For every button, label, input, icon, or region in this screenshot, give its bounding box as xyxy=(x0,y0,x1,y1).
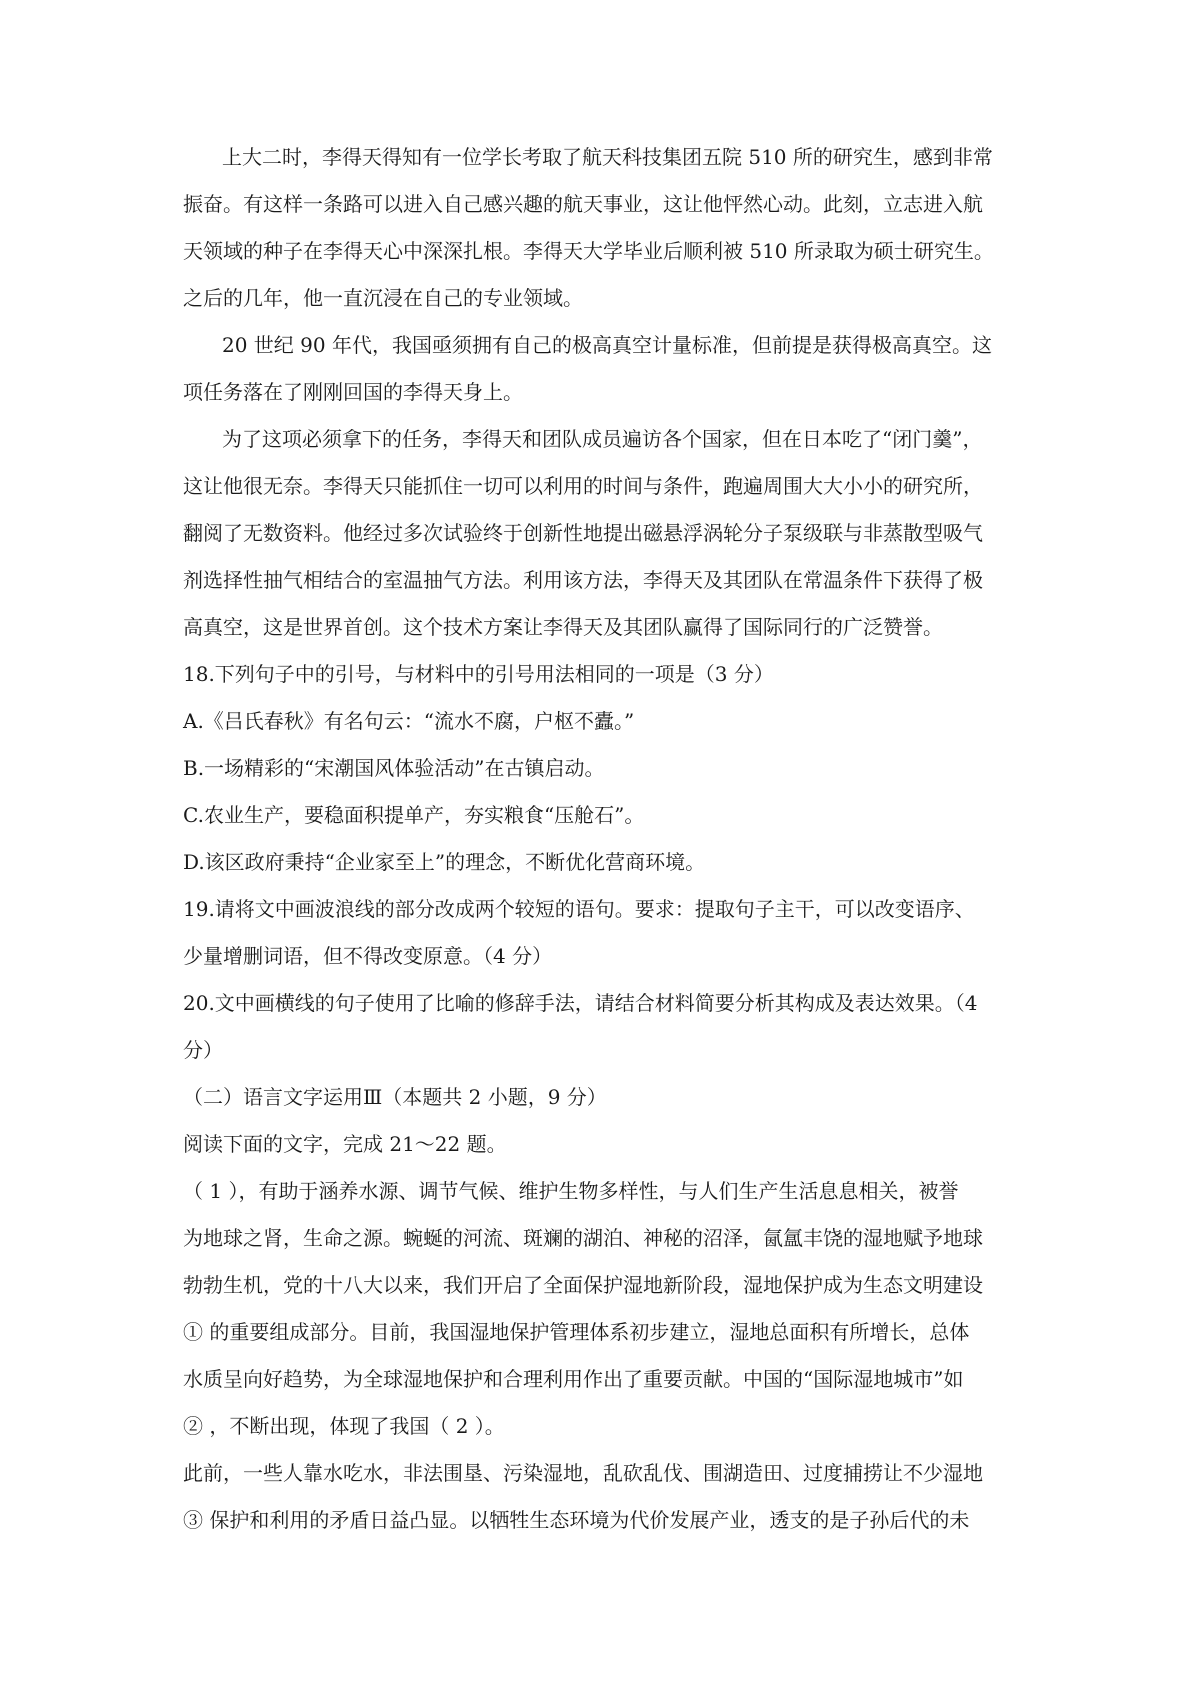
passage-line: 翻阅了无数资料。他经过多次试验终于创新性地提出磁悬浮涡轮分子泵级联与非蒸散型吸气 xyxy=(183,521,983,545)
passage-line: 剂选择性抽气相结合的室温抽气方法。利用该方法，李得天及其团队在常温条件下获得了极 xyxy=(183,568,983,592)
passage-line: 振奋。有这样一条路可以进入自己感兴趣的航天事业，这让他怦然心动。此刻，立志进入航 xyxy=(183,192,983,216)
passage-line: ③ 保护和利用的矛盾日益凸显。以牺牲生态环境为代价发展产业，透支的是子孙后代的未 xyxy=(183,1508,970,1532)
passage-line: 勃勃生机，党的十八大以来，我们开启了全面保护湿地新阶段，湿地保护成为生态文明建设 xyxy=(183,1273,983,1297)
question-19-cont: 少量增删词语，但不得改变原意。（4 分） xyxy=(183,944,553,968)
option-b: B.一场精彩的“宋潮国风体验活动”在古镇启动。 xyxy=(183,756,605,780)
passage-line: 之后的几年，他一直沉浸在自己的专业领域。 xyxy=(183,286,583,310)
option-c: C.农业生产，要稳面积提单产，夯实粮食“压舱石”。 xyxy=(183,803,645,827)
option-d: D.该区政府秉持“企业家至上”的理念，不断优化营商环境。 xyxy=(183,850,706,874)
passage-line: （ 1 ），有助于涵养水源、调节气候、维护生物多样性，与人们生产生活息息相关，被誉 xyxy=(183,1179,959,1203)
passage-line: 20 世纪 90 年代，我国亟须拥有自己的极高真空计量标准，但前提是获得极高真空。这 xyxy=(222,333,992,357)
passage-line: ② ，不断出现，体现了我国（ 2 ）。 xyxy=(183,1414,505,1438)
question-19: 19.请将文中画波浪线的部分改成两个较短的语句。要求：提取句子主干，可以改变语序、 xyxy=(183,897,975,921)
passage-line: 天领域的种子在李得天心中深深扎根。李得天大学毕业后顺利被 510 所录取为硕士研究生。 xyxy=(183,239,994,263)
passage-line: 为地球之肾，生命之源。蜿蜒的河流、斑斓的湖泊、神秘的沼泽，氤氲丰饶的湿地赋予地球 xyxy=(183,1226,983,1250)
passage-line: 项任务落在了刚刚回国的李得天身上。 xyxy=(183,380,523,404)
question-18: 18.下列句子中的引号，与材料中的引号用法相同的一项是（3 分） xyxy=(183,662,774,686)
instruction: 阅读下面的文字，完成 21～22 题。 xyxy=(183,1132,507,1156)
question-20-cont: 分） xyxy=(183,1038,223,1062)
passage-line: 为了这项必须拿下的任务，李得天和团队成员遍访各个国家，但在日本吃了“闭门羹”， xyxy=(222,427,983,451)
option-a: A.《吕氏春秋》有名句云：“流水不腐，户枢不蠹。” xyxy=(183,709,635,733)
passage-line: 上大二时，李得天得知有一位学长考取了航天科技集团五院 510 所的研究生，感到非常 xyxy=(222,145,993,169)
section-heading: （二）语言文字运用Ⅲ（本题共 2 小题，9 分） xyxy=(183,1085,607,1109)
question-20: 20.文中画横线的句子使用了比喻的修辞手法，请结合材料简要分析其构成及表达效果。（4 xyxy=(183,991,978,1015)
passage-line: 此前，一些人靠水吃水，非法围垦、污染湿地，乱砍乱伐、围湖造田、过度捕捞让不少湿地 xyxy=(183,1461,983,1485)
passage-line: 高真空，这是世界首创。这个技术方案让李得天及其团队赢得了国际同行的广泛赞誉。 xyxy=(183,615,943,639)
passage-line: 这让他很无奈。李得天只能抓住一切可以利用的时间与条件，跑遍周围大大小小的研究所， xyxy=(183,474,983,498)
passage-line: ① 的重要组成部分。目前，我国湿地保护管理体系初步建立，湿地总面积有所增长，总体 xyxy=(183,1320,970,1344)
passage-line: 水质呈向好趋势，为全球湿地保护和合理利用作出了重要贡献。中国的“国际湿地城市”如 xyxy=(183,1367,964,1391)
